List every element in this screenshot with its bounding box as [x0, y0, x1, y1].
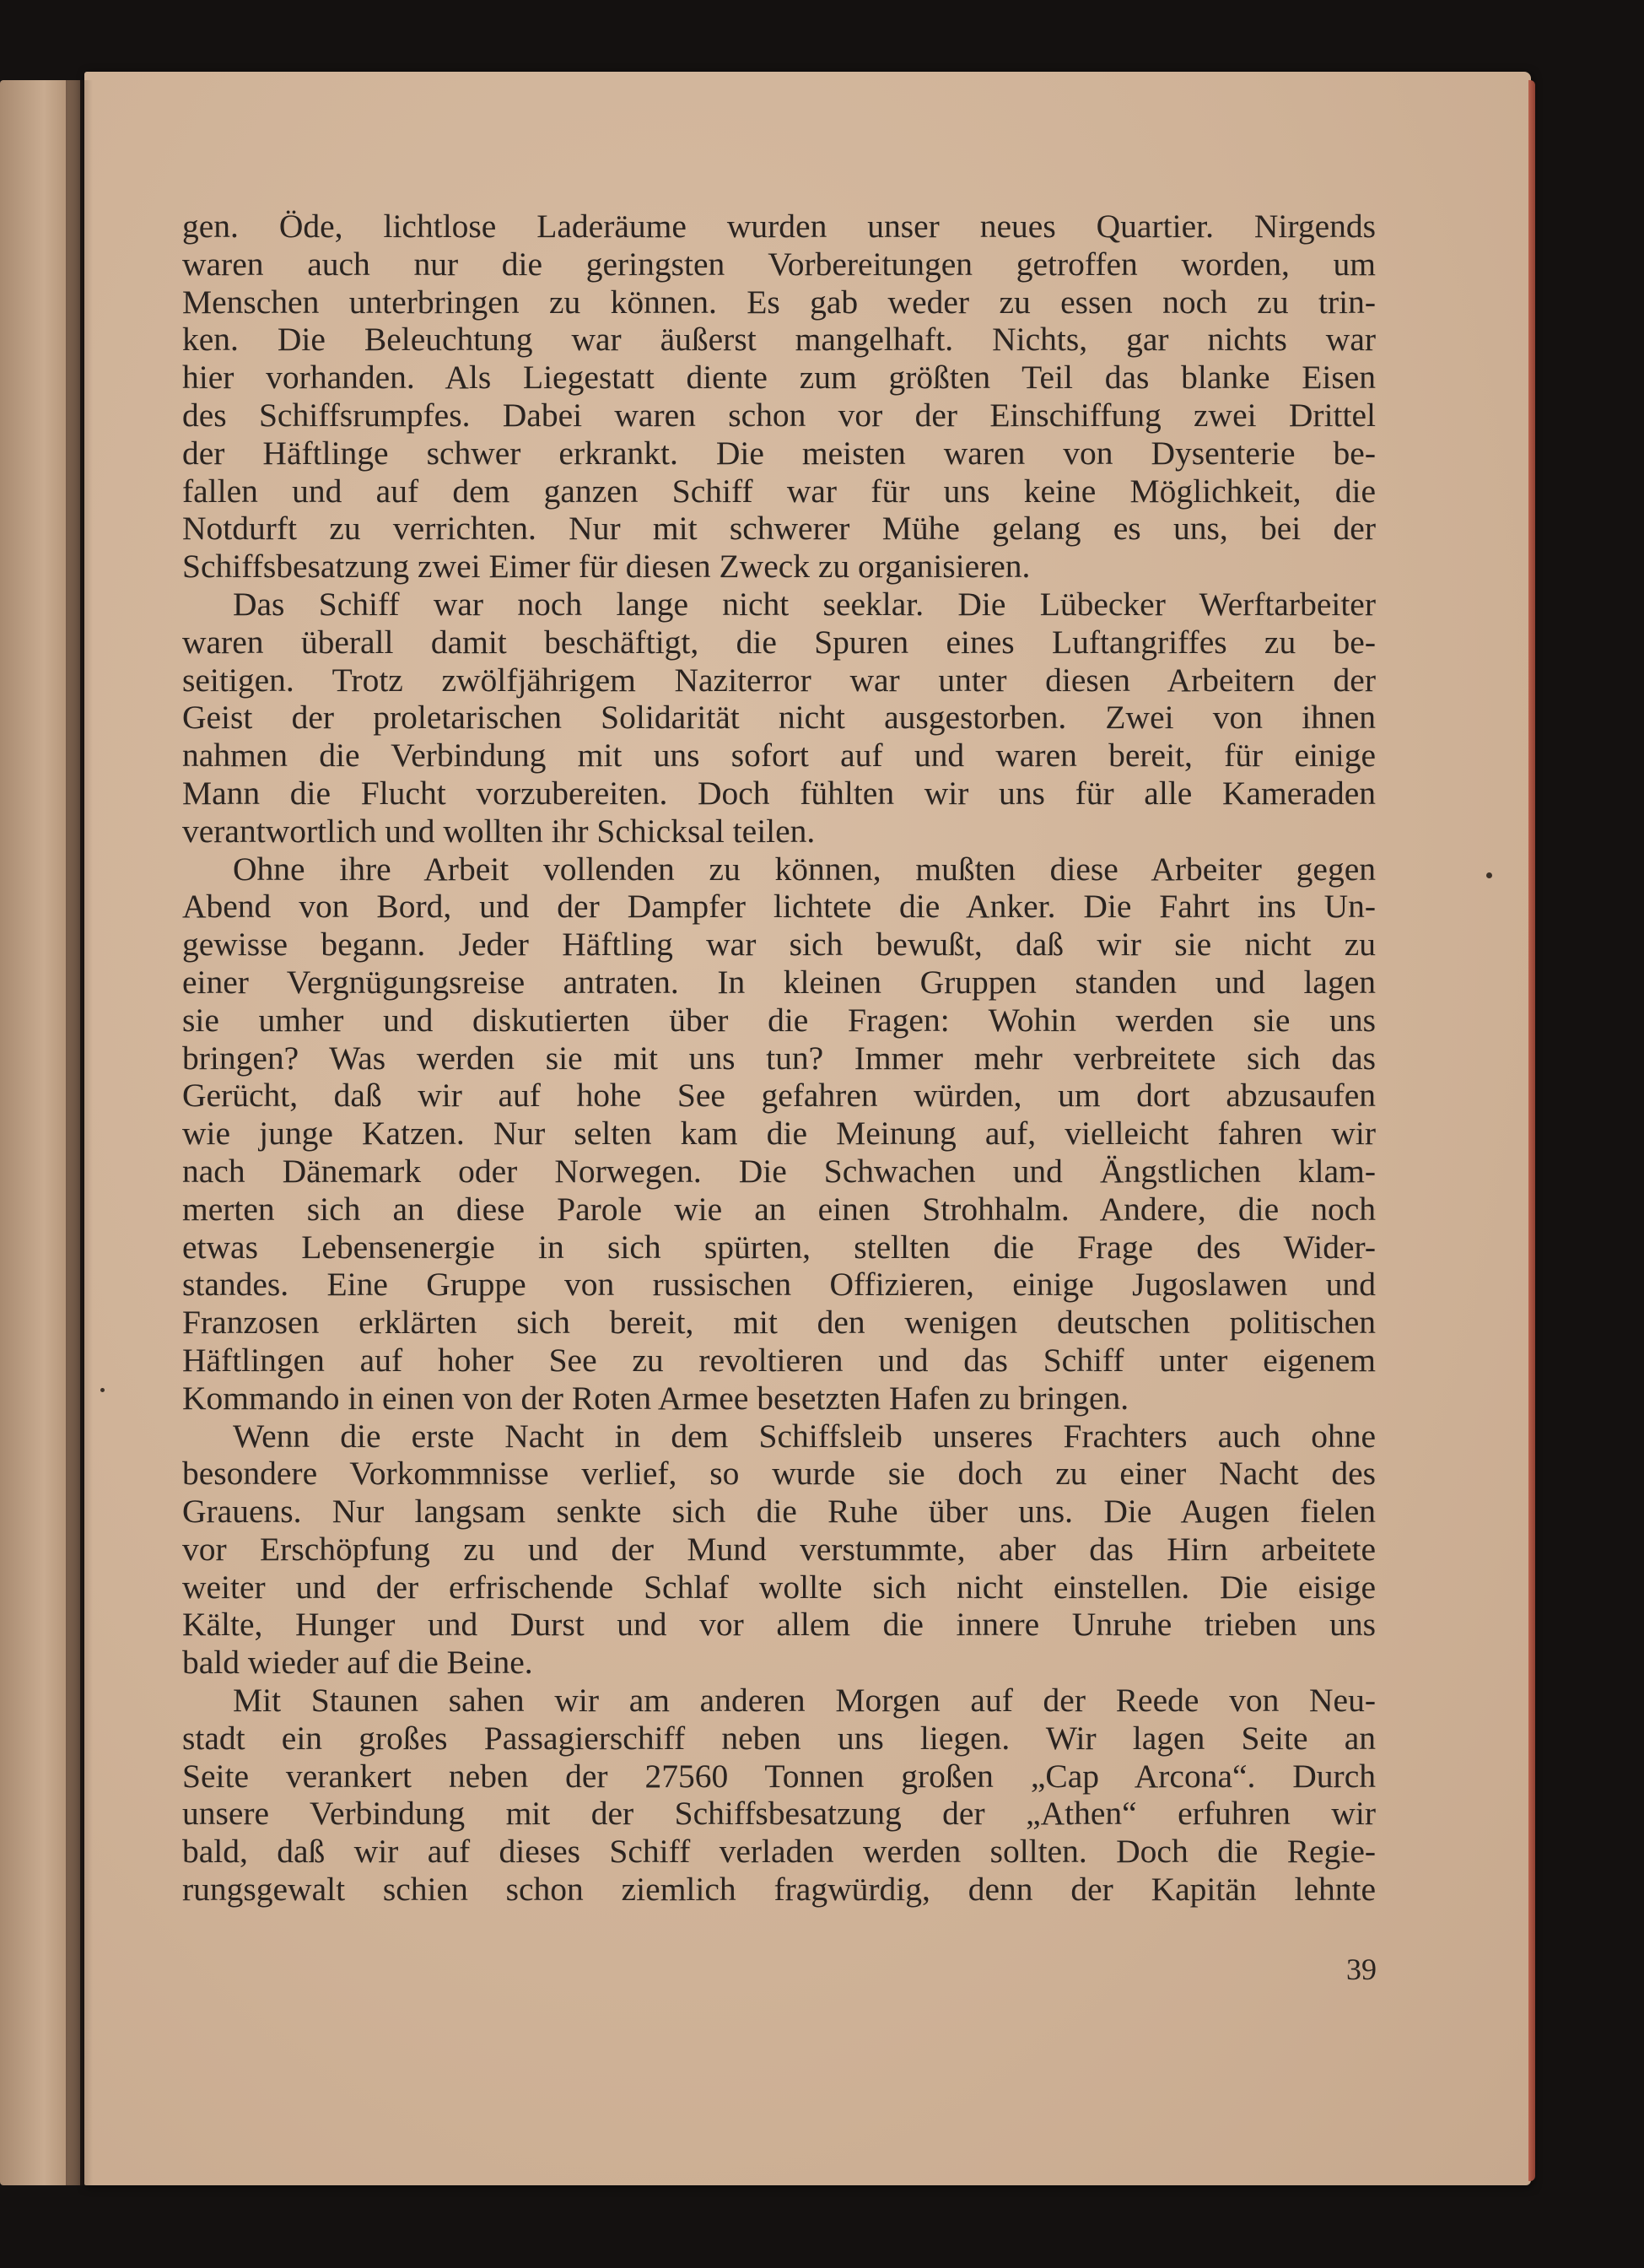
text-line: der Häftlinge schwer erkrankt. Die meisten waren von Dysenterie be- — [182, 434, 1376, 472]
text-line: Ohne ihre Arbeit vollenden zu können, mußten diese Arbeiter gegen — [233, 850, 1376, 888]
text-line: sie umher und diskutierten über die Fragen: Wohin werden sie uns — [182, 1001, 1376, 1039]
text-line: unsere Verbindung mit der Schiffsbesatzung der „Athen“ erfuhren wir — [182, 1795, 1376, 1833]
text-line: besondere Vorkommnisse verlief, so wurde sie doch zu einer Nacht des — [182, 1455, 1376, 1493]
page-number: 39 — [1346, 1952, 1377, 1986]
body-text — [182, 208, 1376, 1909]
text-line: Franzosen erklärten sich bereit, mit den wenigen deutschen politischen — [182, 1304, 1376, 1342]
paper-speck — [1486, 872, 1492, 878]
text-line: vor Erschöpfung zu und der Mund verstummte, aber das Hirn arbeitete — [182, 1530, 1376, 1568]
text-line: Seite verankert neben der 27560 Tonnen großen „Cap Arcona“. Durch — [182, 1757, 1376, 1795]
text-line: verantwortlich und wollten ihr Schicksal teilen. — [182, 812, 816, 850]
text-line: hier vorhanden. Als Liegestatt diente zum größten Teil das blanke Eisen — [182, 359, 1376, 397]
text-line: nahmen die Verbindung mit uns sofort auf und waren bereit, für einige — [182, 737, 1376, 775]
text-line: bringen? Was werden sie mit uns tun? Immer mehr verbreitete sich das — [182, 1039, 1376, 1077]
text-line: nach Dänemark oder Norwegen. Die Schwachen und Ängstlichen klam- — [182, 1152, 1376, 1190]
text-line: Kommando in einen von der Roten Armee besetzten Hafen zu bringen. — [182, 1379, 1129, 1417]
text-line: Menschen unterbringen zu können. Es gab weder zu essen noch zu trin- — [182, 283, 1376, 321]
text-line: Mann die Flucht vorzubereiten. Doch fühlten wir uns für alle Kameraden — [182, 774, 1376, 812]
text-line: Abend von Bord, und der Dampfer lichtete die Anker. Die Fahrt ins Un- — [182, 888, 1376, 926]
text-line: rungsgewalt schien schon ziemlich fragwürdig, denn der Kapitän lehnte — [182, 1871, 1376, 1909]
text-line: Gerücht, daß wir auf hohe See gefahren würden, um dort abzusaufen — [182, 1077, 1376, 1115]
paper-speck — [100, 1388, 105, 1392]
text-line: fallen und auf dem ganzen Schiff war für uns keine Möglichkeit, die — [182, 472, 1376, 510]
text-line: gen. Öde, lichtlose Laderäume wurden unser neues Quartier. Nirgends — [182, 208, 1376, 245]
text-line: waren überall damit beschäftigt, die Spuren eines Luftangriffes zu be- — [182, 623, 1376, 661]
text-line: waren auch nur die geringsten Vorbereitungen getroffen worden, um — [182, 245, 1376, 283]
text-line: merten sich an diese Parole wie an einen Strohhalm. Andere, die noch — [182, 1190, 1376, 1228]
text-line: standes. Eine Gruppe von russischen Offizieren, einige Jugoslawen und — [182, 1266, 1376, 1304]
text-line: seitigen. Trotz zwölfjährigem Naziterror war unter diesen Arbeitern der — [182, 661, 1376, 699]
page-edge — [1528, 80, 1535, 2181]
gutter-shadow — [66, 80, 93, 2185]
text-line: Kälte, Hunger und Durst und vor allem die innere Unruhe trieben uns — [182, 1606, 1376, 1644]
text-line: Geist der proletarischen Solidarität nicht ausgestorben. Zwei von ihnen — [182, 699, 1376, 737]
text-line: Notdurft zu verrichten. Nur mit schwerer Mühe gelang es uns, bei der — [182, 510, 1376, 548]
text-line: bald wieder auf die Beine. — [182, 1644, 533, 1682]
text-line: gewisse begann. Jeder Häftling war sich bewußt, daß wir sie nicht zu — [182, 926, 1376, 964]
text-line: stadt ein großes Passagierschiff neben uns liegen. Wir lagen Seite an — [182, 1719, 1376, 1757]
text-line: Schiffsbesatzung zwei Eimer für diesen Zweck zu organisieren. — [182, 548, 1031, 586]
text-line: Grauens. Nur langsam senkte sich die Ruhe über uns. Die Augen fielen — [182, 1493, 1376, 1531]
text-line: Mit Staunen sahen wir am anderen Morgen auf der Reede von Neu- — [233, 1682, 1376, 1720]
text-line: des Schiffsrumpfes. Dabei waren schon vor der Einschiffung zwei Drittel — [182, 396, 1376, 434]
text-line: Wenn die erste Nacht in dem Schiffsleib unseres Frachters auch ohne — [233, 1417, 1376, 1455]
text-line: Häftlingen auf hoher See zu revoltieren und das Schiff unter eigenem — [182, 1341, 1376, 1379]
text-line: wie junge Katzen. Nur selten kam die Meinung auf, vielleicht fahren wir — [182, 1115, 1376, 1153]
text-line: bald, daß wir auf dieses Schiff verladen werden sollten. Doch die Regie- — [182, 1833, 1376, 1871]
text-line: etwas Lebensenergie in sich spürten, stellten die Frage des Wider- — [182, 1228, 1376, 1266]
text-line: einer Vergnügungsreise antraten. In kleinen Gruppen standen und lagen — [182, 963, 1376, 1001]
text-line: weiter und der erfrischende Schlaf wollte sich nicht einstellen. Die eisige — [182, 1568, 1376, 1606]
text-line: Das Schiff war noch lange nicht seeklar. Die Lübecker Werftarbeiter — [233, 585, 1376, 623]
text-line: ken. Die Beleuchtung war äußerst mangelhaft. Nichts, gar nichts war — [182, 321, 1376, 359]
